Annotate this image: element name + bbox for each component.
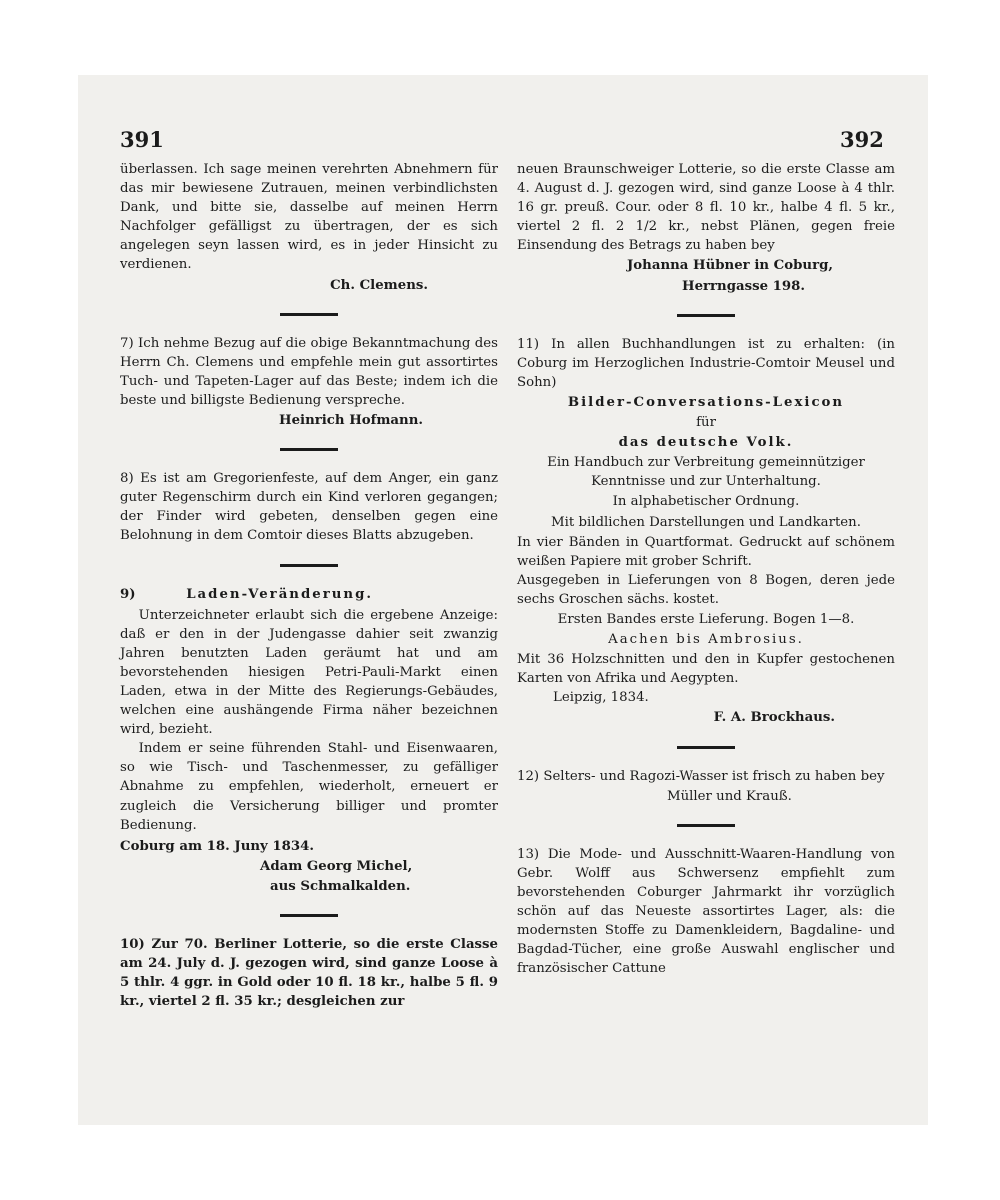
clemens-notice-text: überlassen. Ich sage meinen verehrten Abnehmern für das mir bewiesene Zutrauen, meinen verbindlichsten Dank, und bitte sie, dasselbe auf meinen Herrn Nachfolger gefälligst zu übertragen, der es sich angelegen seyn lassen wird, es in jeder Hinsicht zu verdienen.: [120, 162, 498, 273]
ad-13-text: 13) Die Mode- und Ausschnitt-Waaren-Handlung von Gebr. Wolff aus Schwersenz empfiehlt zum bevorstehenden Coburger Jahrmarkt ihr vorzüglich schön auf das Neueste assortirtes Lager, als: die modernsten Stoffe zu Damenkleidern, Bagdaline- und Bagdad-Tücher, eine große Auswahl englischer und französischer Cattune: [517, 846, 895, 977]
ad-9-signature-name: Adam Georg Michel,: [260, 858, 413, 874]
ad-9-paragraph-2: Indem er seine führenden Stahl- und Eisenwaaren, so wie Tisch- und Taschenmesser, zu gefälliger Abnahme zu empfehlen, wiederholt, erneuert er zugleich die Versicherung billiger und promter Bedienung.: [120, 741, 498, 833]
book-format-note: In vier Bänden in Quartformat. Gedruckt auf schönem weißen Papiere mit grober Schrift.: [517, 534, 895, 569]
ad-11-intro: 11) In allen Buchhandlungen ist zu erhalten: (in Coburg im Herzoglichen Industrie-Comtoir Meusel und Sohn): [517, 336, 895, 390]
separator-rule: [677, 824, 735, 827]
right-column: [517, 160, 895, 978]
lottery-continuation-text: neuen Braunschweiger Lotterie, so die erste Classe am 4. August d. J. gezogen wird, sind ganze Loose à 4 thlr. 16 gr. preuß. Cour. oder 8 fl. 10 kr., halbe 4 fl. 5 kr., viertel 2 fl. 2 1/2 kr., nebst Plänen, gegen freie Einsendung des Betrags zu haben bey: [517, 162, 895, 254]
ad-9-signature-place: aus Schmalkalden.: [270, 878, 411, 894]
ad-9-heading: [120, 585, 498, 604]
ad-12-text: 12) Selters- und Ragozi-Wasser ist frisch zu haben bey: [517, 768, 885, 784]
book-title-line-1: Bilder-Conversations-Lexicon: [567, 394, 845, 410]
book-range: Aachen bis Ambrosius.: [608, 632, 804, 648]
separator-rule: [280, 313, 338, 316]
huebner-signature-address: Herrngasse 198.: [682, 278, 806, 294]
ad-7-signature: Heinrich Hofmann.: [279, 413, 423, 429]
book-first-delivery: Ersten Bandes erste Lieferung. Bogen 1—8.: [557, 611, 855, 627]
book-title-line-3: das deutsche Volk.: [618, 435, 794, 451]
ad-12-signature: Müller und Krauß.: [667, 788, 792, 804]
page-number-right: 392: [840, 127, 884, 152]
book-issue-note: Ausgegeben in Lieferungen von 8 Bogen, deren jede sechs Groschen sächs. kostet.: [517, 572, 895, 607]
ad-10-text: 10) Zur 70. Berliner Lotterie, so die erste Classe am 24. July d. J. gezogen wird, sind ganze Loose à 5 thlr. 4 ggr. in Gold oder 10 fl. 18 kr., halbe 5 fl. 9 kr., viertel 2 fl. 35 kr.; desgleichen zur: [120, 937, 498, 1010]
ad-9-date: Coburg am 18. Juny 1834.: [120, 838, 315, 854]
ad-11-signature: F. A. Brockhaus.: [713, 710, 835, 726]
ad-9-paragraph-1: Unterzeichneter erlaubt sich die ergebene Anzeige: daß er den in der Judengasse dahier seit zwanzig Jahren benutzten Laden geräumt hat und am bevorstehenden hiesigen Petri-Pauli-Markt einen Laden, etwa in der Mitte des Regierungs-Gebäudes, welchen eine aushängende Firma näher bezeichnen wird, bezieht.: [120, 607, 498, 738]
book-subtitle: Ein Handbuch zur Verbreitung gemeinnütziger Kenntnisse und zur Unterhaltung.: [547, 455, 865, 490]
book-illustrations-note: Mit bildlichen Darstellungen und Landkarten.: [551, 514, 861, 530]
ad-9-title: Laden-Veränderung.: [186, 586, 373, 602]
left-column: [120, 160, 498, 1011]
ad-8-text: 8) Es ist am Gregorienfeste, auf dem Anger, ein ganz guter Regenschirm durch ein Kind verloren gegangen; der Finder wird gebeten, denselben gegen eine Belohnung in dem Comtoir dieses Blatts abzugeben.: [120, 471, 498, 544]
ad-7-text: 7) Ich nehme Bezug auf die obige Bekanntmachung des Herrn Ch. Clemens und empfehle mein gut assortirtes Tuch- und Tapeten-Lager auf das Beste; indem ich die beste und billigste Bedienung verspreche.: [120, 335, 498, 408]
page-number-left: 391: [120, 127, 164, 152]
separator-rule: [677, 746, 735, 749]
book-maps-note: Mit 36 Holzschnitten und den in Kupfer gestochenen Karten von Afrika und Aegypten.: [517, 652, 895, 687]
ad-11-place-date: Leipzig, 1834.: [553, 690, 649, 706]
separator-rule: [280, 448, 338, 451]
separator-rule: [677, 314, 735, 317]
ad-9-number: 9): [120, 586, 136, 602]
separator-rule: [280, 914, 338, 917]
book-order-note: In alphabetischer Ordnung.: [612, 494, 800, 510]
separator-rule: [280, 564, 338, 567]
huebner-signature-name: Johanna Hübner in Coburg,: [627, 258, 834, 274]
clemens-signature: Ch. Clemens.: [330, 277, 428, 293]
book-title-line-2: für: [696, 415, 716, 431]
